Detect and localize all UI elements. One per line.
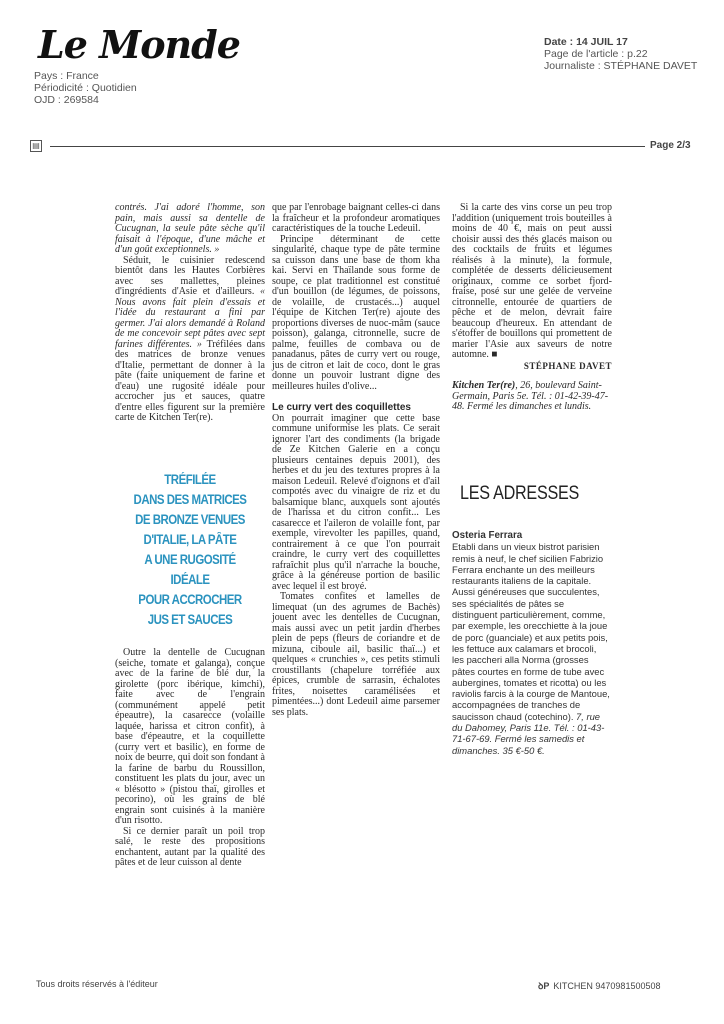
page-number: Page 2/3	[650, 140, 691, 151]
ojd: OJD : 269584	[34, 94, 99, 106]
paragraph: que par l'enrobage baignant celles-ci dans la fraîcheur et la profondeur aromatiques caractéristiques de la touche Ledeuil.	[272, 202, 440, 234]
paragraph: Séduit, le cuisinier redescend bientôt dans les Hautes Corbières avec ses mallettes, pleines d'ingrédients d'Asie et d'ailleurs. « Nous avons fait plein d'essais et l'idée du restaurant a fini par germer. J'ai alors demandé à Roland de me concevoir sept pâtes avec sept farines différentes. » Tréfilées dans des matrices de bronze venues d'Italie, permettant de donner à la pâte (faite uniquement de farine et d'eau) une rugosité idéale pour accrocher jus et sauces, quatre d'entre elles figurent sur la première carte de Kitchen Ter(re).	[115, 254, 265, 423]
section-title: LES ADRESSES	[460, 483, 580, 504]
source-code: ꝺP KITCHEN 9470981500508	[538, 981, 661, 991]
subheading: Le curry vert des coquillettes	[272, 402, 411, 413]
page-de-larticle: Page de l'article : p.22	[544, 48, 648, 60]
paragraph: Si la carte des vins corse un peu trop l'addition (uniquement trois bouteilles à moins de 40 €, mais on peut aussi choisir aussi des thés glacés maison ou des cocktails de fruits et légumes réalisés à la minute), la formule, complétée de desserts délicieusement originaux, comme ce sorbet fjord-fraise, posé sur une gelée de verveine citronnelle, entourée de quartiers de pêche et de melon, devrait faire beaucoup d'heureux. En attendant de s'étoffer de bouillons qui promettent de marier l'Asie aux saveurs de notre automne. ■	[452, 202, 612, 360]
periodicite: Périodicité : Quotidien	[34, 82, 137, 94]
divider	[50, 146, 645, 147]
restaurant-name: Osteria Ferrara	[452, 530, 523, 541]
paragraph: contrés. J'ai adoré l'homme, son pain, mais aussi sa dentelle de Cucugnan, la seule pâte sèche qu'il faisait à l'époque, d'une mâche et d'un goût exceptionnels. »	[115, 202, 265, 255]
journaliste: Journaliste : STÉPHANE DAVET	[544, 60, 698, 72]
osteria-ferrara	[452, 530, 610, 756]
article-meta	[544, 36, 697, 72]
pull-quote: TRÉFILÉE DANS DES MATRICES DE BRONZE VENUES D'ITALIE, LA PÂTE A UNE RUGOSITÉ IDÉALE POUR ACCROCHER JUS ET SAUCES	[133, 472, 247, 627]
book-icon: ▤	[30, 140, 42, 152]
paragraph: Tomates confites et lamelles de limequat (un des agrumes de Bachès) jouent avec les dentelles de Cucugnan, mais aussi avec un petit jardin d'herbes plein de peps (fleurs de coriandre et de mizuna, ciboule ail, basilic thaï...) et quelques « crunchies », ces petits stimuli croustillants (chapelure torréfiée aux épices, crumble de sarrasin, échalotes frites, noisettes caramélisées et pimentées...) dont Ledeuil aime parsemer ses plats.	[272, 591, 440, 718]
paragraph: Outre la dentelle de Cucugnan (seiche, tomate et galanga), conçue avec de la farine de blé dur, la girolette (porc ibérique, kimchi), faite avec de l'engrain (communément appelé petit épeautre), la casarecce (volaille laquée, harissa et citron confit), à base d'épeautre, et la coquillette (curry vert et basilic), en forme de noix de beurre, qui doit son fondant à la farine de barbu du Roussillon, constituent les plats du jour, avec un « blésotto » (pistou thaï, girolles et pecorino), où les grains de blé engrain sont cuisinés à la manière d'un risotto.	[115, 647, 265, 826]
pays: Pays : France	[34, 70, 99, 82]
press-logo-icon: ꝺP	[538, 981, 550, 991]
date: Date : 14 JUIL 17	[544, 36, 628, 48]
column-3	[452, 203, 612, 413]
paragraph: On pourrait imaginer que cette base commune uniformise les plats. Ce serait ignorer l'art des condiments (la brigade de Ze Kitchen Galerie en a conçu plusieurs centaines depuis 2001), des herbes et du jeu des textures propres à la maison Ledeuil. Relevé d'oignons et d'ail compotés avec du vinaigre de riz et du balsamique blanc, auxquels sont ajoutés de l'harissa et du citron confit... Les casarecce et l'aileron de volaille font, par exemple, virevolter les papilles, quand, contrairement à ce que l'on pourrait craindre, le curry vert des coquillettes rafraîchit plus qu'il n'arrache la bouche, grâce à la généreuse portion de basilic avec lequel il est broyé.	[272, 412, 440, 592]
column-1-top	[115, 203, 265, 424]
address: Kitchen Ter(re), 26, boulevard Saint-Germain, Paris 5e. Tél. : 01-42-39-47-48. Fermé les dimanches et lundis.	[452, 380, 609, 412]
restaurant-review: Etabli dans un vieux bistrot parisien remis à neuf, le chef sicilien Fabrizio Ferrara enchante un des meilleurs restaurants italiens de la capitale. Aussi généreuses que succulentes, ses spécialités de pâtes se distinguent particulièrement, comme, par exemple, les orecchiette à la joue de porc (guanciale) et aux petits pois, les fettuce aux calamars et brocoli, les paccheri alla Norma (grosses pâtes courtes en forme de tube avec aubergines, tomates et ricotta) ou les raviolis farcis à la courge de Mantoue, accompagnées de tranches de saucisson chaud (cotechino). 7, rue du Dahomey, Paris 11e. Tél. : 01-43-71-67-69. Fermé les samedis et dimanches. 35 €-50 €.	[452, 541, 610, 756]
le-monde-logo: Le Monde	[38, 22, 240, 67]
paragraph: Principe déterminant de cette singularité, chaque type de pâte termine sa cuisson dans une base de thom kha kai. Servi en Thaïlande sous forme de soupe, ce plat traditionnel est constitué d'un bouillon (de légumes, de poissons, de volaille, de crustacés...) auquel l'équipe de Kitchen Ter(re) ajoute des proportions diverses de nuoc-mâm (sauce poisson), galanga, citronnelle, sucre de palme, feuilles de combava ou de panadanus, pâtes de curry vert ou rouge, jus de citron et lait de coco, dont le gras donne un pouvoir lustrant digne des meilleures huiles d'olive...	[272, 233, 440, 392]
copyright: Tous droits réservés à l'éditeur	[36, 979, 158, 989]
publication-meta	[34, 70, 137, 106]
byline: STÉPHANE DAVET	[523, 360, 612, 371]
paragraph: Si ce dernier paraît un poil trop salé, le reste des propositions enchantent, autant par la qualité des pâtes et de leur cuisson al dente	[115, 825, 265, 868]
column-2	[272, 203, 440, 718]
column-1-bottom	[115, 648, 265, 869]
